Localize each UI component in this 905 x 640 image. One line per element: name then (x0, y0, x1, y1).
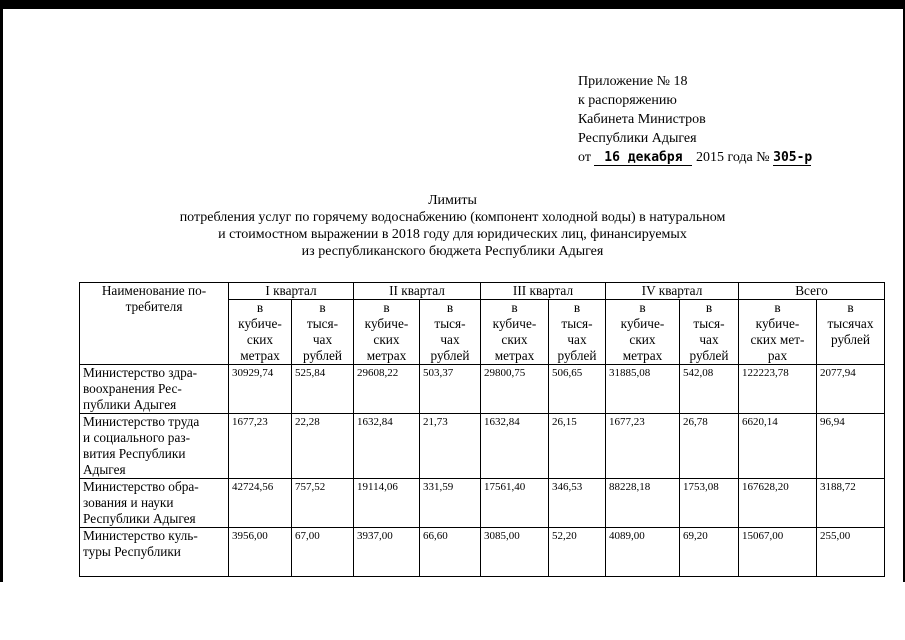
value-cell: 1677,23 (606, 414, 680, 479)
value-cell: 506,65 (549, 365, 606, 414)
consumer-name-line: Министерство здра- (83, 365, 198, 380)
value-cell: 2077,94 (817, 365, 885, 414)
consumer-name (80, 479, 229, 528)
value-cell: 29800,75 (481, 365, 549, 414)
consumer-name (80, 365, 229, 414)
unit-header-line: тыся- (306, 316, 339, 331)
value-cell: 122223,78 (739, 365, 817, 414)
value-cell: 331,59 (420, 479, 481, 528)
order-number-stamp: 305-р (773, 150, 813, 165)
unit-cost-header (420, 300, 481, 365)
consumer-header-line: Наименование по- (101, 283, 207, 298)
unit-volume-header (739, 300, 817, 365)
unit-header-line: ских мет- (750, 332, 805, 347)
table-row (80, 528, 885, 577)
unit-header-line: кубиче- (492, 316, 537, 331)
value-cell: 3937,00 (354, 528, 420, 577)
unit-header-line: ских (373, 332, 400, 347)
value-cell: 503,37 (420, 365, 481, 414)
consumer-name-line: публики Адыгея (83, 397, 177, 412)
document-title (0, 192, 905, 260)
unit-header-line: рублей (557, 348, 597, 363)
unit-header-line: кубиче- (620, 316, 665, 331)
quarter-header: I квартал (229, 283, 354, 300)
title-line-2: потребления услуг по горячему водоснабжению (компонент холодной воды) в натуральном (179, 210, 726, 225)
header-row-quarters (80, 283, 885, 300)
unit-cost-header (549, 300, 606, 365)
consumer-name-line: туры Республики (83, 544, 181, 559)
value-cell: 6620,14 (739, 414, 817, 479)
value-cell: 52,20 (549, 528, 606, 577)
consumer-name-line: воохранения Рес- (83, 381, 182, 396)
unit-header-line: кубиче- (364, 316, 409, 331)
unit-header-line: чах (567, 332, 587, 347)
title-line-3: и стоимостном выражении в 2018 году для юридических лиц, финансируемых (218, 227, 687, 242)
unit-header-line: в (319, 300, 326, 315)
unit-header-line: кубиче- (238, 316, 282, 331)
consumer-name-line: зования и науки (83, 495, 174, 510)
total-header: Всего (739, 283, 885, 300)
value-cell: 4089,00 (606, 528, 680, 577)
unit-header-line: в (774, 300, 781, 315)
unit-header-line: тыся- (561, 316, 593, 331)
unit-cost-header (292, 300, 354, 365)
value-cell: 31885,08 (606, 365, 680, 414)
unit-header-line: ских (629, 332, 656, 347)
value-cell: 1632,84 (354, 414, 420, 479)
consumer-name-line: Министерство куль- (83, 528, 198, 543)
consumer-name-line: и социального раз- (83, 430, 191, 445)
unit-header-line: тыся- (693, 316, 725, 331)
consumer-name-line: Адыгея (83, 462, 126, 477)
value-cell: 3956,00 (229, 528, 292, 577)
value-cell: 15067,00 (739, 528, 817, 577)
consumer-name (80, 528, 229, 577)
value-cell: 26,15 (549, 414, 606, 479)
appendix-number: Приложение № 18 (578, 74, 688, 89)
unit-volume-header (229, 300, 292, 365)
consumer-name-line (83, 560, 225, 576)
consumer-header-line: требителя (125, 299, 183, 314)
unit-header-line: чах (699, 332, 719, 347)
date-prefix: от (578, 150, 591, 165)
page-cutoff (0, 582, 905, 640)
unit-header-line: ских (501, 332, 528, 347)
appendix-order: к распоряжению (578, 93, 677, 108)
unit-volume-header (606, 300, 680, 365)
value-cell: 757,52 (292, 479, 354, 528)
unit-header-line: чах (312, 332, 333, 347)
unit-header-line: ских (246, 332, 274, 347)
unit-header-line: метрах (366, 348, 407, 363)
value-cell: 1677,23 (229, 414, 292, 479)
unit-header-line: в (573, 300, 581, 315)
unit-header-line: метрах (622, 348, 663, 363)
value-cell: 542,08 (680, 365, 739, 414)
value-cell: 21,73 (420, 414, 481, 479)
scan-top-border (0, 0, 905, 9)
appendix-block (578, 72, 811, 167)
unit-header-line: рублей (430, 348, 470, 363)
unit-header-line: в (383, 300, 390, 315)
appendix-date-line (578, 148, 811, 167)
quarter-header: II квартал (354, 283, 481, 300)
value-cell: 29608,22 (354, 365, 420, 414)
consumer-name-line: Республики Адыгея (83, 511, 196, 526)
unit-header-line: в (511, 300, 518, 315)
unit-header-line: рублей (689, 348, 729, 363)
value-cell: 19114,06 (354, 479, 420, 528)
value-cell: 30929,74 (229, 365, 292, 414)
table-row (80, 365, 885, 414)
title-heading: Лимиты (428, 193, 477, 208)
value-cell: 22,28 (292, 414, 354, 479)
consumer-name-line: Министерство обра- (83, 479, 199, 494)
value-cell: 69,20 (680, 528, 739, 577)
consumer-name-line: вития Республики (83, 446, 186, 461)
value-cell: 3188,72 (817, 479, 885, 528)
value-cell: 255,00 (817, 528, 885, 577)
unit-header-line: в (256, 300, 264, 315)
value-cell: 66,60 (420, 528, 481, 577)
unit-cost-header (680, 300, 739, 365)
value-cell: 96,94 (817, 414, 885, 479)
value-cell: 167628,20 (739, 479, 817, 528)
consumer-header (80, 283, 229, 365)
date-stamp: 16 декабря (594, 150, 692, 166)
consumer-name-line: Министерство труда (83, 414, 200, 429)
value-cell: 346,53 (549, 479, 606, 528)
unit-cost-header (817, 300, 885, 365)
value-cell: 88228,18 (606, 479, 680, 528)
appendix-republic: Республики Адыгея (578, 131, 697, 146)
unit-header-line: кубиче- (755, 316, 800, 331)
year-text: 2015 года № (695, 150, 770, 165)
quarter-header: III квартал (481, 283, 606, 300)
unit-volume-header (481, 300, 549, 365)
unit-header-line: рублей (302, 348, 343, 363)
value-cell: 1632,84 (481, 414, 549, 479)
quarter-header: IV квартал (606, 283, 739, 300)
appendix-cabinet: Кабинета Министров (578, 112, 706, 127)
unit-header-line: тыся- (434, 316, 466, 331)
consumer-name (80, 414, 229, 479)
unit-header-line: метрах (240, 348, 280, 363)
value-cell: 17561,40 (481, 479, 549, 528)
table-row (80, 414, 885, 479)
unit-volume-header (354, 300, 420, 365)
unit-header-line: метрах (494, 348, 535, 363)
unit-header-line: в (847, 300, 854, 315)
value-cell: 1753,08 (680, 479, 739, 528)
unit-header-line: рублей (830, 332, 871, 347)
table-row (80, 479, 885, 528)
unit-header-line: тысячах (827, 316, 874, 331)
unit-header-line: чах (440, 332, 460, 347)
limits-table (79, 282, 885, 577)
unit-header-line: в (705, 300, 713, 315)
title-line-4: из республиканского бюджета Республики Адыгея (301, 244, 604, 259)
value-cell: 525,84 (292, 365, 354, 414)
unit-header-line: рах (767, 348, 788, 363)
value-cell: 3085,00 (481, 528, 549, 577)
value-cell: 26,78 (680, 414, 739, 479)
value-cell: 42724,56 (229, 479, 292, 528)
scan-left-border (0, 0, 3, 640)
unit-header-line: в (639, 300, 646, 315)
value-cell: 67,00 (292, 528, 354, 577)
unit-header-line: в (446, 300, 454, 315)
